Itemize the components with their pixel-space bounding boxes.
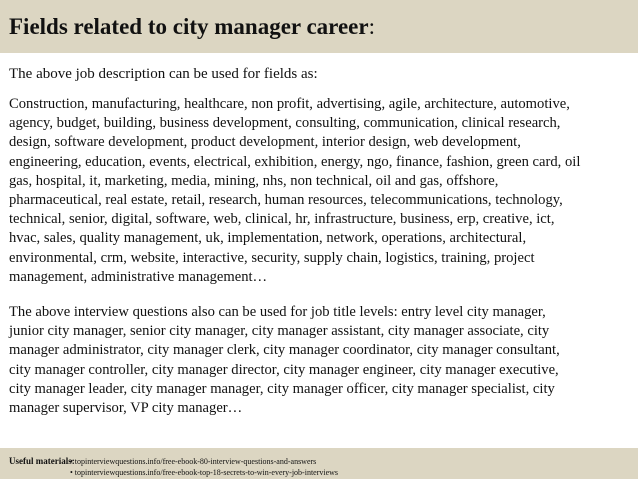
fields-line: engineering, education, events, electrical, exhibition, energy, ngo, finance, fashion, green card, oil <box>9 153 581 170</box>
useful-materials-links <box>70 456 338 478</box>
fields-line: environmental, crm, website, interactive, security, supply chain, logistics, training, project <box>9 249 535 266</box>
footer-link-80-questions[interactable]: • topinterviewquestions.info/free-ebook-80-interview-questions-and-answers <box>70 457 317 466</box>
fields-line: hvac, sales, quality management, uk, implementation, network, operations, architectural, <box>9 230 527 247</box>
footer-band <box>0 448 638 479</box>
job-titles-line: city manager controller, city manager director, city manager engineer, city manager executive, <box>9 361 559 378</box>
title-band <box>0 0 638 53</box>
fields-line: Construction, manufacturing, healthcare, non profit, advertising, agile, architecture, automotive, <box>9 96 570 112</box>
fields-paragraph <box>9 95 631 287</box>
fields-line: pharmaceutical, real estate, retail, research, human resources, telecommunications, technology, <box>9 191 563 208</box>
page-title <box>9 14 375 40</box>
fields-line: agency, budget, building, business development, consulting, communication, clinical research, <box>9 115 561 132</box>
job-titles-line: The above interview questions also can be used for job title levels: entry level city manager, <box>9 304 546 320</box>
job-titles-paragraph <box>9 303 631 418</box>
footer-link-18-secrets[interactable]: • topinterviewquestions.info/free-ebook-top-18-secrets-to-win-every-job-interviews <box>70 468 339 477</box>
title-text: Fields related to city manager career <box>9 14 369 39</box>
job-titles-line: manager administrator, city manager clerk, city manager coordinator, city manager consultant, <box>9 342 560 359</box>
fields-line: design, software development, product development, interior design, web development, <box>9 134 521 151</box>
fields-line: gas, hospital, it, marketing, media, mining, nhs, non technical, oil and gas, offshore, <box>9 172 499 189</box>
job-titles-line: manager supervisor, VP city manager… <box>9 399 243 416</box>
useful-materials-label: Useful materials: <box>9 456 75 466</box>
fields-line: management, administrative management… <box>9 268 268 285</box>
job-titles-line: city manager leader, city manager manager, city manager officer, city manager specialist, city <box>9 380 555 397</box>
fields-line: technical, senior, digital, software, web, clinical, hr, infrastructure, business, erp, creative, ict, <box>9 211 555 228</box>
job-titles-line: junior city manager, senior city manager, city manager assistant, city manager associate, city <box>9 323 550 340</box>
title-colon: : <box>368 14 375 39</box>
intro-text: The above job description can be used for fields as: <box>9 66 318 82</box>
